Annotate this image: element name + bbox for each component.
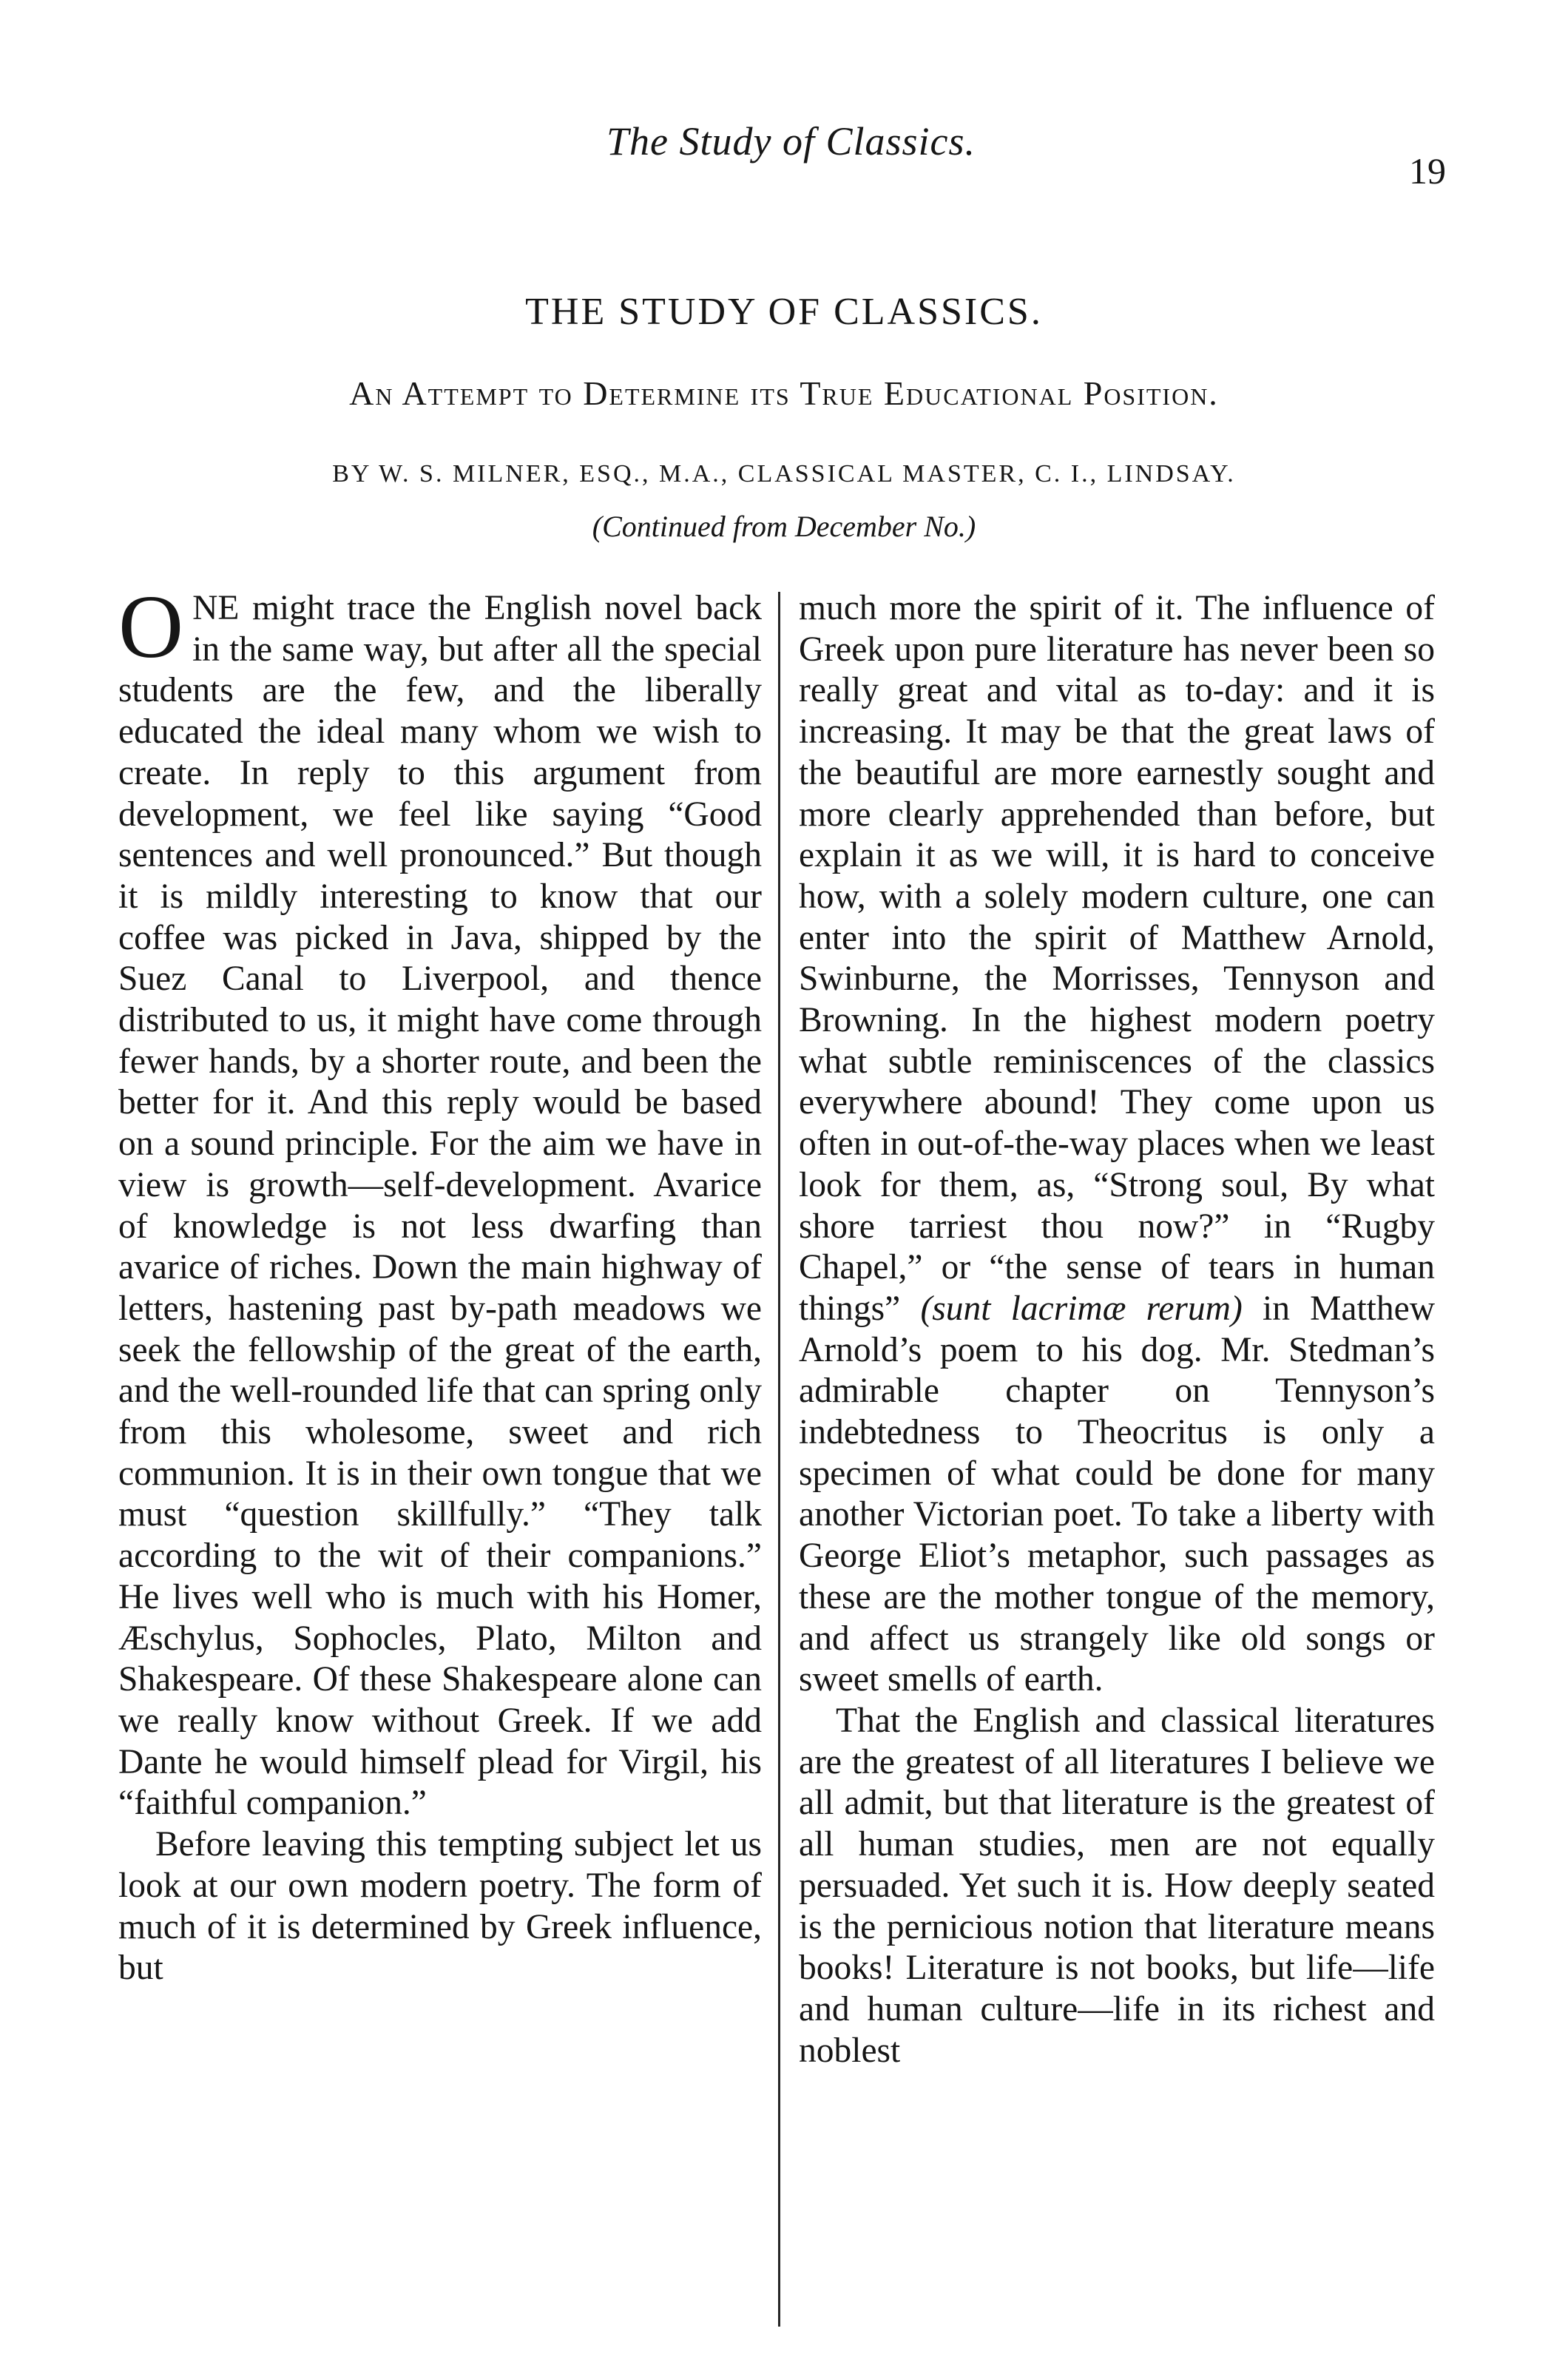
paragraph-modern-poetry: Before leaving this tempting subject let us look at our own modern poetry. The form of much of it is determined by Greek influence, but: [118, 1825, 762, 1988]
continued-note: (Continued from December No.): [592, 510, 976, 543]
page-number: 19: [1409, 150, 1446, 192]
paragraph-greek-influence-text-b: in Matthew Arnold’s poem to his dog. Mr. Stedman’s admirable chapter on Tennyson’s indebtedness to Theocritus is only a specimen of what could be done for many another Victorian poet. To take a liberty with George Eliot’s metaphor, such passages as these are the mother tongue of the memory, and affect us strangely like old songs or sweet smells of earth.: [799, 1289, 1436, 1699]
running-title: The Study of Classics.: [606, 119, 976, 163]
paragraph-opening: [118, 577, 762, 1824]
article-subtitle: An Attempt to Determine its True Educational Position.: [349, 374, 1219, 412]
paragraph-greek-influence-text-a: much more the spirit of it. The influence of Greek upon pure literature has never been so really great and vital as to-day: and it is increasing. It may be that the great laws of the beautiful are more earnestly sought and more clearly apprehended than before, but explain it as we will, it is hard to conceive how, with a solely modern culture, one can enter into the spirit of Matthew Arnold, Swinburne, the Morrisses, Tennyson and Browning. In the highest modern poetry what subtle reminiscences of the classics everywhere abound! They come upon us often in out-of-the-way places when we least look for them, as, “Strong soul, By what shore tarriest thou now?” in “Rugby Chapel,” or “the sense of tears in human things”: [799, 589, 1435, 1328]
article-title: THE STUDY OF CLASSICS.: [525, 291, 1043, 333]
left-column: [118, 577, 762, 1989]
right-column: [799, 588, 1435, 2071]
author-byline: BY W. S. MILNER, ESQ., M.A., CLASSICAL MASTER, C. I., LINDSAY.: [332, 460, 1236, 488]
drop-cap: O: [118, 577, 184, 677]
paragraph-literature: That the English and classical literatures are the greatest of all literatures I believe we all admit, but that literature is the greatest of all human studies, men are not equally persuaded. Yet such it is. How deeply seated is the pernicious notion that literature means books! Literature is not books, but life—life and human culture—life in its richest and noblest: [799, 1701, 1435, 2070]
column-divider: [778, 592, 780, 2327]
paragraph-greek-influence: [799, 588, 1435, 1701]
latin-quotation: (sunt lacrimæ rerum): [920, 1289, 1243, 1328]
running-head: [0, 118, 1568, 192]
paragraph-opening-text: NE might trace the English novel back in the same way, but after all the special students are the few, and the liberally educated the ideal many whom we wish to create. In reply to this argument from development, we feel like saying “Good sentences and well pronounced.” But though it is mildly interesting to know that our coffee was picked in Java, shipped by the Suez Canal to Liverpool, and thence distributed to us, it might have come through fewer hands, by a shorter route, and been the better for it. And this reply would be based on a sound principle. For the aim we have in view is growth—self-development. Avarice of knowledge is not less dwarfing than avarice of riches. Down the main highway of letters, hastening past by-path meadows we seek the fellowship of the great of the earth, and the well-rounded life that can spring only from this wholesome, sweet and rich communion. It is in their own tongue that we must “question skillfully.” “They talk according to the wit of their companions.” He lives well who is much with his Homer, Æschylus, Sophocles, Plato, Milton and Shakespeare. Of these Shakespeare alone can we really know without Greek. If we add Dante he would himself plead for Virgil, his “faithful companion.”: [118, 589, 762, 1823]
